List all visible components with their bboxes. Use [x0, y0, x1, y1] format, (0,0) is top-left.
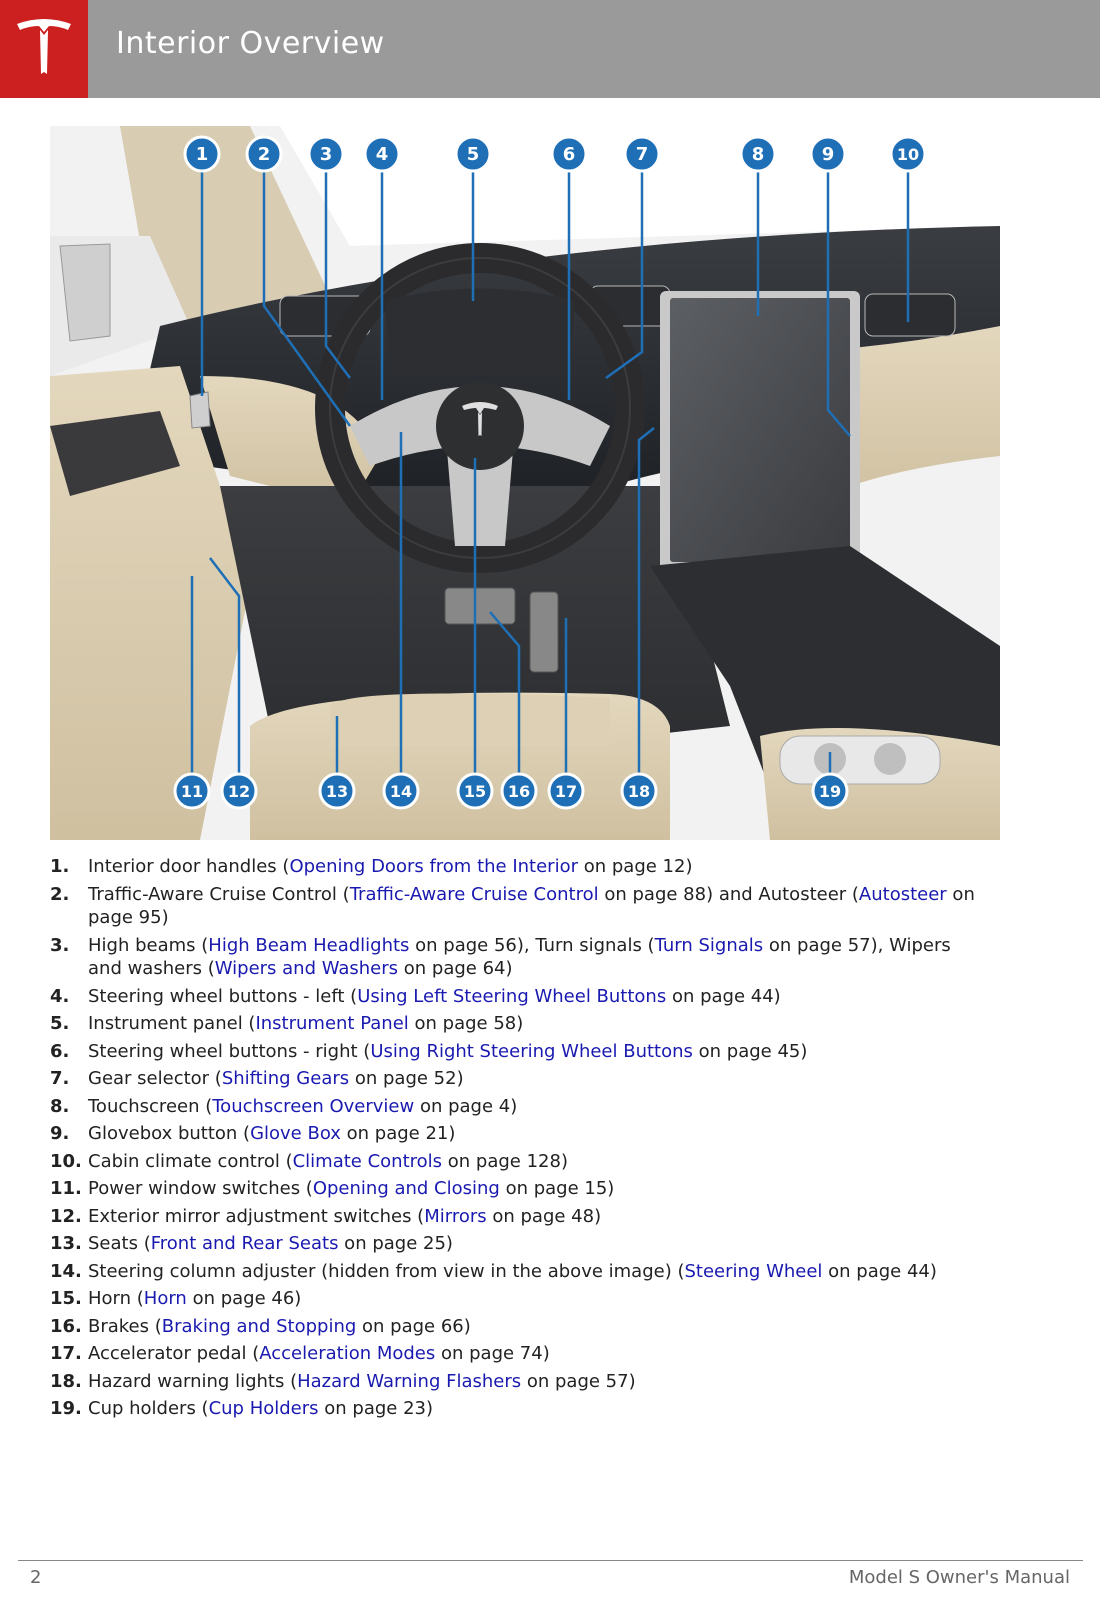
callout-number-17: 17 — [554, 782, 578, 801]
list-item — [50, 883, 980, 930]
item-text: Traffic-Aware Cruise Control (Traffic-Aware Cruise Control on page 88) and Autosteer (Autosteer on page 95) — [88, 883, 975, 928]
callout-number-16: 16 — [507, 782, 531, 801]
item-number: 11. — [50, 1178, 82, 1199]
item-text: Brakes (Braking and Stopping on page 66) — [88, 1315, 471, 1337]
item-text: Seats (Front and Rear Seats on page 25) — [88, 1233, 453, 1254]
callout-number-2: 2 — [257, 144, 271, 165]
item-number: 18. — [50, 1370, 82, 1392]
item-text: Steering column adjuster (hidden from view in the above image) (Steering Wheel on page 44) — [88, 1260, 937, 1282]
item-text: High beams (High Beam Headlights on page 56), Turn signals (Turn Signals on page 57), Wipers and washers (Wipers and Washers on page 64) — [88, 934, 951, 979]
tesla-logo-icon — [13, 14, 75, 76]
list-item — [50, 934, 980, 981]
page-link[interactable]: Mirrors — [424, 1205, 487, 1227]
item-number: 17. — [50, 1343, 82, 1364]
callout-number-6: 6 — [562, 144, 576, 165]
page-link[interactable]: Hazard Warning Flashers — [297, 1370, 522, 1392]
page-link[interactable]: Instrument Panel — [255, 1013, 409, 1034]
page-link[interactable]: Braking and Stopping — [161, 1315, 357, 1337]
brand-logo — [0, 0, 88, 98]
list-item — [50, 1397, 980, 1421]
callout-number-1: 1 — [195, 144, 209, 165]
item-text: Accelerator pedal (Acceleration Modes on page 74) — [88, 1343, 550, 1364]
page-link[interactable]: Traffic-Aware Cruise Control — [349, 883, 599, 905]
list-item — [50, 1342, 980, 1366]
item-number: 10. — [50, 1150, 82, 1172]
page-link[interactable]: Turn Signals — [654, 934, 764, 956]
page-link[interactable]: Opening Doors from the Interior — [289, 856, 578, 877]
item-number: 4. — [50, 985, 70, 1007]
item-number: 19. — [50, 1398, 82, 1419]
item-number: 8. — [50, 1095, 70, 1117]
list-item — [50, 1232, 980, 1256]
item-number: 12. — [50, 1205, 82, 1227]
page-link[interactable]: Opening and Closing — [312, 1178, 500, 1199]
list-item — [50, 1150, 980, 1174]
item-number: 13. — [50, 1233, 82, 1254]
item-text: Exterior mirror adjustment switches (Mirrors on page 48) — [88, 1205, 602, 1227]
page-link[interactable]: Front and Rear Seats — [150, 1233, 339, 1254]
footer-divider — [18, 1560, 1083, 1561]
interior-figure — [50, 126, 1000, 840]
page-link[interactable]: Using Left Steering Wheel Buttons — [357, 985, 667, 1007]
callout-number-19: 19 — [818, 782, 842, 801]
list-item — [50, 1067, 980, 1091]
list-item — [50, 1095, 980, 1119]
item-text: Touchscreen (Touchscreen Overview on page 4) — [88, 1095, 518, 1117]
item-text: Steering wheel buttons - left (Using Left Steering Wheel Buttons on page 44) — [88, 985, 781, 1007]
page-link[interactable]: Wipers and Washers — [214, 958, 399, 979]
page-link[interactable]: Touchscreen Overview — [212, 1095, 415, 1117]
list-item — [50, 1177, 980, 1201]
page-link[interactable]: Autosteer — [858, 883, 947, 905]
list-item — [50, 1040, 980, 1064]
page-link[interactable]: Acceleration Modes — [259, 1343, 436, 1364]
page-link[interactable]: Using Right Steering Wheel Buttons — [370, 1040, 693, 1062]
callout-number-5: 5 — [466, 144, 480, 165]
item-text: Cup holders (Cup Holders on page 23) — [88, 1398, 433, 1419]
item-text: Horn (Horn on page 46) — [88, 1288, 302, 1309]
page-link[interactable]: Cup Holders — [208, 1398, 319, 1419]
item-text: Hazard warning lights (Hazard Warning Flashers on page 57) — [88, 1370, 636, 1392]
callout-number-7: 7 — [635, 144, 649, 165]
callout-number-15: 15 — [463, 782, 487, 801]
callout-number-11: 11 — [180, 782, 204, 801]
callout-number-3: 3 — [319, 144, 333, 165]
callout-number-8: 8 — [751, 144, 765, 165]
manual-name: Model S Owner's Manual — [848, 1567, 1070, 1588]
item-number: 3. — [50, 934, 70, 956]
callout-number-18: 18 — [627, 782, 651, 801]
item-number: 16. — [50, 1315, 82, 1337]
item-number: 15. — [50, 1288, 82, 1309]
list-item — [50, 1012, 980, 1036]
item-number: 9. — [50, 1123, 70, 1144]
callout-number-13: 13 — [325, 782, 349, 801]
item-number: 5. — [50, 1013, 70, 1034]
callout-number-12: 12 — [227, 782, 251, 801]
item-number: 2. — [50, 883, 70, 905]
page-link[interactable]: Climate Controls — [292, 1150, 443, 1172]
item-number: 14. — [50, 1260, 82, 1282]
list-item — [50, 1205, 980, 1229]
list-item — [50, 1122, 980, 1146]
item-number: 1. — [50, 856, 70, 877]
page-link[interactable]: Horn — [143, 1288, 187, 1309]
page-link[interactable]: Steering Wheel — [684, 1260, 823, 1282]
page-link[interactable]: Shifting Gears — [221, 1068, 350, 1089]
callout-number-14: 14 — [389, 782, 413, 801]
item-text: Steering wheel buttons - right (Using Right Steering Wheel Buttons on page 45) — [88, 1040, 808, 1062]
item-text: Gear selector (Shifting Gears on page 52) — [88, 1068, 464, 1089]
interior-parts-list — [50, 855, 980, 1425]
list-item — [50, 985, 980, 1009]
item-text: Glovebox button (Glove Box on page 21) — [88, 1123, 456, 1144]
item-number: 7. — [50, 1068, 70, 1089]
list-item — [50, 1370, 980, 1394]
item-text: Interior door handles (Opening Doors from the Interior on page 12) — [88, 856, 693, 877]
item-text: Cabin climate control (Climate Controls on page 128) — [88, 1150, 568, 1172]
item-number: 6. — [50, 1040, 70, 1062]
callout-number-9: 9 — [821, 144, 835, 165]
page-number: 2 — [30, 1567, 42, 1588]
page-link[interactable]: Glove Box — [250, 1123, 341, 1144]
callout-number-10: 10 — [896, 145, 920, 164]
page-header — [0, 0, 1100, 98]
list-item — [50, 1287, 980, 1311]
item-text: Power window switches (Opening and Closing on page 15) — [88, 1178, 615, 1199]
list-item — [50, 855, 980, 879]
page-title: Interior Overview — [116, 26, 385, 61]
interior-illustration — [50, 126, 1000, 840]
list-item — [50, 1260, 980, 1284]
callout-number-4: 4 — [375, 144, 389, 165]
page-link[interactable]: High Beam Headlights — [208, 934, 410, 956]
list-item — [50, 1315, 980, 1339]
item-text: Instrument panel (Instrument Panel on page 58) — [88, 1013, 524, 1034]
